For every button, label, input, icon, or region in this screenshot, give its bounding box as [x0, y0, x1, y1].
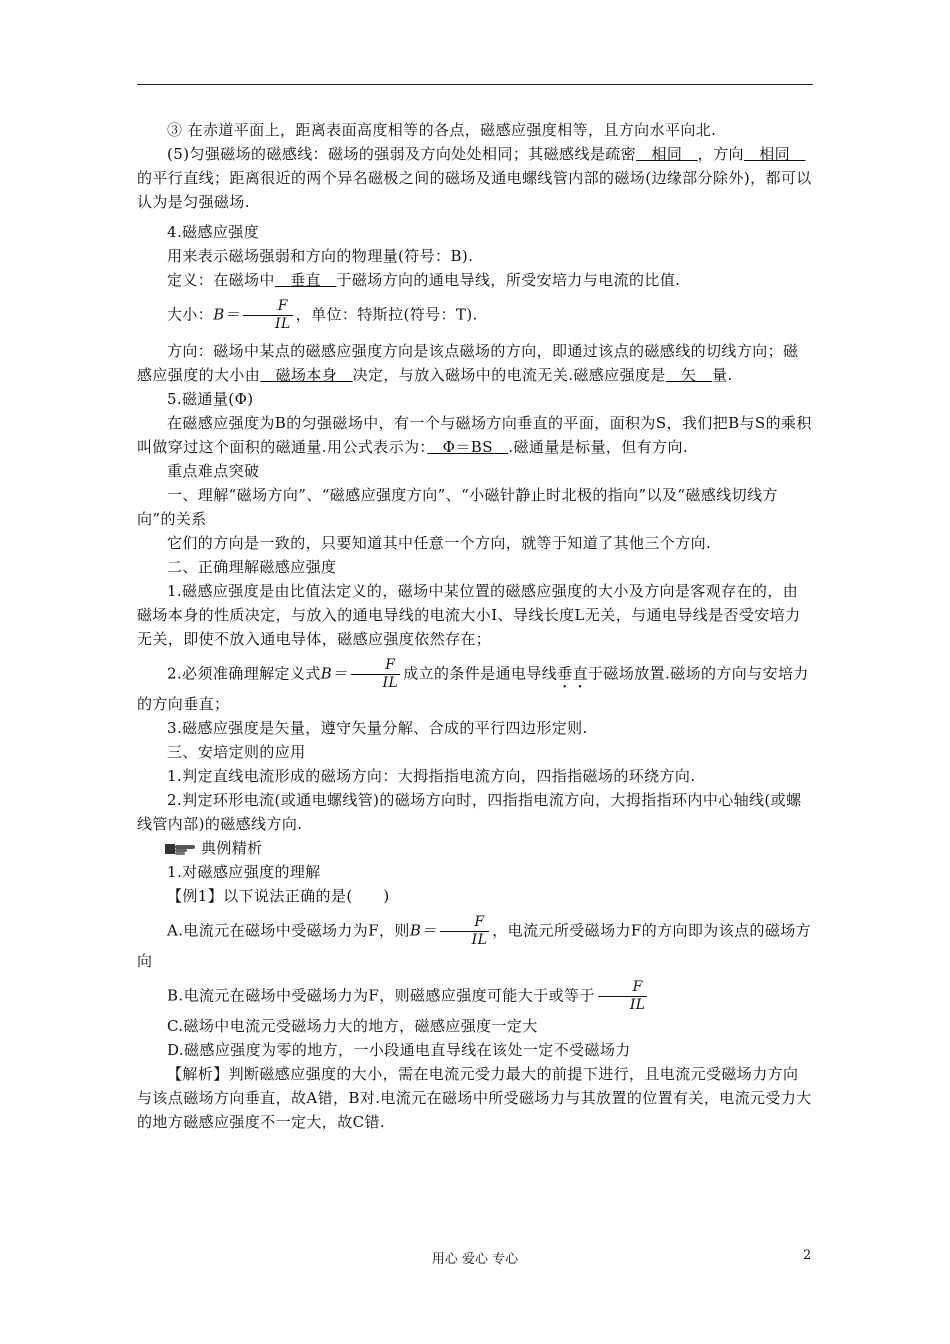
fraction-formula: $\frac{F}{IL}$: [598, 979, 648, 1014]
pointing-hand-icon: [165, 842, 197, 856]
analysis: 【解析】判断磁感应强度的大小，需在电流元受力最大的前提下进行，且电流元受磁场力方向与该点磁场方向垂直，故A错，B对.电流元在磁场中所受磁场力与其放置的位置有关，电流元受力大的地方磁感应强度不一定大，故C错.: [137, 1065, 812, 1131]
text-line: 它们的方向是一致的，只要知道其中任意一个方向，就等于知道了其他三个方向.: [167, 534, 712, 552]
magnitude-line: 大小：B＝ $\frac{F}{IL}$ ，单位：特斯拉(符号：T).: [167, 298, 478, 332]
page-body: [137, 118, 813, 1134]
uniform-field-para: (5)匀强磁场的磁感线：磁场的强弱及方向处处相同；其磁感线是疏密 相同 ，方向 相同 的平行直线；距离很近的两个异名磁极之间的磁场及通电螺线管内部的磁场(边缘部分除外)，都可以认为是匀强磁场.: [137, 145, 812, 211]
text-line: ③ 在赤道平面上，距离表面高度相等的各点，磁感应强度相等，且方向水平向北.: [167, 121, 717, 139]
option-a: A.电流元在磁场中受磁场力为F，则B＝ $\frac{F}{IL}$ ，电流元所受磁场力F的方向即为该点的磁场方向: [137, 914, 812, 970]
example-heading: 典例精析: [137, 836, 813, 860]
fraction-formula: $\frac{F}{IL}$: [243, 298, 293, 333]
fraction-formula: $\frac{F}{IL}$: [351, 657, 401, 692]
flux-para: 在磁感应强度为B的匀强磁场中，有一个与磁场方向垂直的平面，面积为S，我们把B与S的乘积叫做穿过这个面积的磁通量.用公式表示为： Φ＝BS .磁通量是标量，但有方向.: [137, 414, 812, 456]
footer-slogan: 用心 爱心 专心: [431, 1252, 519, 1267]
question: 【例1】以下说法正确的是( ): [167, 887, 390, 905]
section-heading: 三、安培定则的应用: [167, 743, 306, 761]
option-b: B.电流元在磁场中受磁场力为F，则磁感应强度可能大于或等于 $\frac{F}{IL}$: [167, 979, 646, 1013]
section-heading: 二、正确理解磁感应强度: [167, 558, 337, 576]
option-d: D.磁感应强度为零的地方，一小段通电直导线在该处一定不受磁场力: [167, 1041, 631, 1059]
section-heading: 5.磁通量(Φ): [167, 390, 254, 408]
page-number: 2: [803, 1248, 812, 1263]
option-c: C.磁场中电流元受磁场力大的地方，磁感应强度一定大: [167, 1017, 538, 1035]
text-line: 一、理解“磁场方向”、“磁感应强度方向”、“小磁针静止时北极的指向”以及“磁感线切线方向”的关系: [137, 486, 778, 528]
text-line: 3.磁感应强度是矢量，遵守矢量分解、合成的平行四边形定则.: [167, 719, 588, 737]
fraction-formula: $\frac{F}{IL}$: [440, 914, 490, 949]
text-line: 1.判定直线电流形成的磁场方向：大拇指指电流方向，四指指磁场的环绕方向.: [167, 767, 696, 785]
text-line: 2.判定环形电流(或通电螺线管)的磁场方向时，四指指电流方向，大拇指指环内中心轴线(或螺线管内部)的磁感线方向.: [137, 791, 802, 833]
text-line: 1.磁感应强度是由比值法定义的，磁场中某位置的磁感应强度的大小及方向是客观存在的，由磁场本身的性质决定，与放入的通电导线的电流大小I、导线长度L无关，与通电导线是否受安培力无关，即使不放入通电导体，磁感应强度依然存在；: [137, 582, 801, 648]
section-heading: 4.磁感应强度: [167, 223, 260, 241]
text-line: 1.对磁感应强度的理解: [167, 863, 321, 881]
section-heading: 重点难点突破: [167, 462, 260, 480]
header-rule: [137, 84, 813, 85]
definition-condition-para: 2.必须准确理解定义式B＝ $\frac{F}{IL}$ 成立的条件是通电导线垂直于磁场放置.磁场的方向与安培力的方向垂直；: [137, 657, 809, 713]
text-line: 用来表示磁场强弱和方向的物理量(符号：B).: [167, 247, 474, 265]
direction-para: 方向：磁场中某点的磁感应强度方向是该点磁场的方向，即通过该点的磁感线的切线方向；磁感应强度的大小由 磁场本身 决定，与放入磁场中的电流无关.磁感应强度是 矢 量.: [137, 342, 799, 384]
definition-line: 定义：在磁场中 垂直 于磁场方向的通电导线，所受安培力与电流的比值.: [167, 271, 681, 289]
